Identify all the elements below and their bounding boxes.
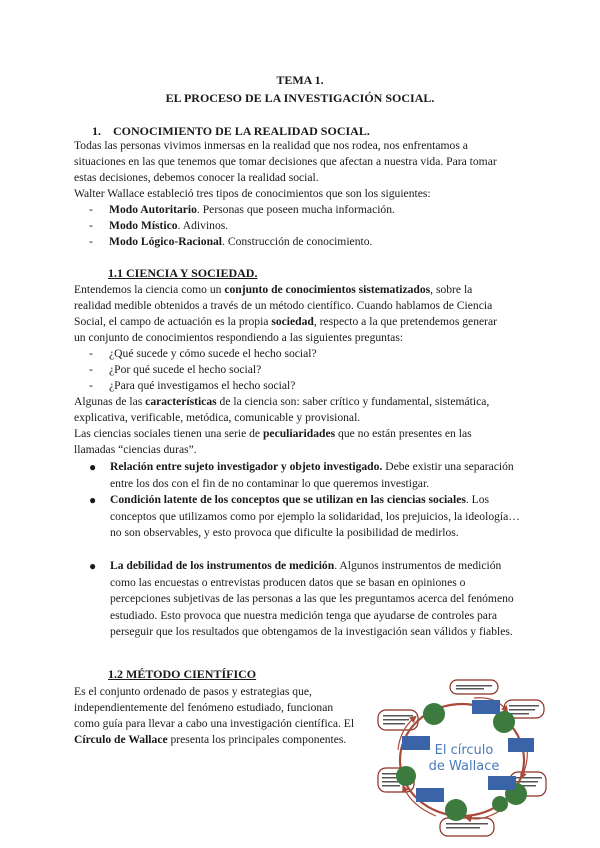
section-1-2-heading: 1.2 MÉTODO CIENTÍFICO xyxy=(108,667,257,681)
characteristics-line-2: explicativa, verificable, metódica, comunicable y provisional. xyxy=(74,411,361,424)
section-1-1-heading: 1.1 CIENCIA Y SOCIEDAD. xyxy=(108,266,258,280)
type-item: Modo Autoritario. Personas que poseen mucha información. xyxy=(109,203,395,216)
science-line-1: Entendemos la ciencia como un conjunto de conocimientos sistematizados, sobre la xyxy=(74,283,473,296)
bullet-dot: ● xyxy=(89,460,97,474)
doc-title: TEMA 1. xyxy=(276,73,324,87)
peculiarity-item: Condición latente de los conceptos que se utilizan en las ciencias sociales. Los conceptos que utilizamos como por ejemplo la solidaridad, los prejuicios, la ideología…no son observables, y esto provoca que dificulte la posibilidad de medirlos. xyxy=(110,493,520,539)
doc-subtitle: EL PROCESO DE LA INVESTIGACIÓN SOCIAL. xyxy=(165,91,435,105)
dash-bullet: - xyxy=(89,203,93,216)
science-line-2: realidad medible obtenidos a través de un método científico. Cuando hablamos de Ciencia xyxy=(74,299,493,312)
section-1-line-3: estas decisiones, debemos conocer la realidad social. xyxy=(74,171,319,184)
section-1-line-1: Todas las personas vivimos inmersas en la realidad que nos rodea, nos enfrentamos a xyxy=(74,139,468,152)
method-line-3: como guía para llevar a cabo una investigación científica. El xyxy=(74,717,355,730)
figure-title-line-1: El círculo xyxy=(434,743,494,758)
figure-title-line-2: de Wallace xyxy=(428,759,500,774)
method-line-1: Es el conjunto ordenado de pasos y estrategias que, xyxy=(74,685,312,698)
section-1-line-2: situaciones en las que tenemos que tomar decisiones que afectan a nuestra vida. Para tomar xyxy=(74,155,497,168)
dash-bullet: - xyxy=(89,379,93,392)
wallace-circle-figure xyxy=(376,676,548,840)
method-line-2: independientemente del fenómeno estudiado, funcionan xyxy=(74,701,334,714)
bullet-dot: ● xyxy=(89,559,97,573)
question-item: ¿Por qué sucede el hecho social? xyxy=(109,363,262,376)
wallace-intro: Walter Wallace estableció tres tipos de conocimientos que son los siguientes: xyxy=(74,187,431,200)
peculiarity-item: Relación entre sujeto investigador y objeto investigado. Debe existir una separación entre los dos con el fin de no contaminar lo que queremos investigar. xyxy=(110,460,514,490)
bullet-dot: ● xyxy=(89,493,97,507)
method-line-4: Círculo de Wallace presenta los principales componentes. xyxy=(74,733,347,746)
section-1-heading xyxy=(92,124,370,139)
dash-bullet: - xyxy=(89,219,93,232)
science-line-3: Social, el campo de actuación es la propia sociedad, respecto a la que pretendemos generar xyxy=(74,315,498,328)
science-line-4: un conjunto de conocimientos respondiendo a las siguientes preguntas: xyxy=(74,331,404,344)
type-item: Modo Lógico-Racional. Construcción de conocimiento. xyxy=(109,235,373,248)
dash-bullet: - xyxy=(89,235,93,248)
question-item: ¿Para qué investigamos el hecho social? xyxy=(109,379,296,392)
dash-bullet: - xyxy=(89,347,93,360)
type-item: Modo Místico. Adivinos. xyxy=(109,219,229,232)
peculiarities-line-2: llamadas “ciencias duras”. xyxy=(74,443,197,456)
peculiarities-line-1: Las ciencias sociales tienen una serie de peculiaridades que no están presentes en las xyxy=(74,427,472,440)
dash-bullet: - xyxy=(89,363,93,376)
question-item: ¿Qué sucede y cómo sucede el hecho social? xyxy=(109,347,317,360)
section-1-heading-text: CONOCIMIENTO DE LA REALIDAD SOCIAL. xyxy=(113,124,370,138)
peculiarity-item: La debilidad de los instrumentos de medición. Algunos instrumentos de medición como las encuestas o entrevistas producen datos que se basan en opiniones o percepciones subjetivas de las personas a las que les preguntamos acerca del fenómeno estudiado. Esto provoca que nuestra medición tenga que ayudarse de controles para perseguir que los resultados que obtengamos de la investigación sean válidos y fiables. xyxy=(110,559,514,638)
characteristics-line-1: Algunas de las características de la ciencia son: saber crítico y fundamental, sistemática, xyxy=(74,395,490,408)
section-1-number: 1. xyxy=(92,124,101,138)
